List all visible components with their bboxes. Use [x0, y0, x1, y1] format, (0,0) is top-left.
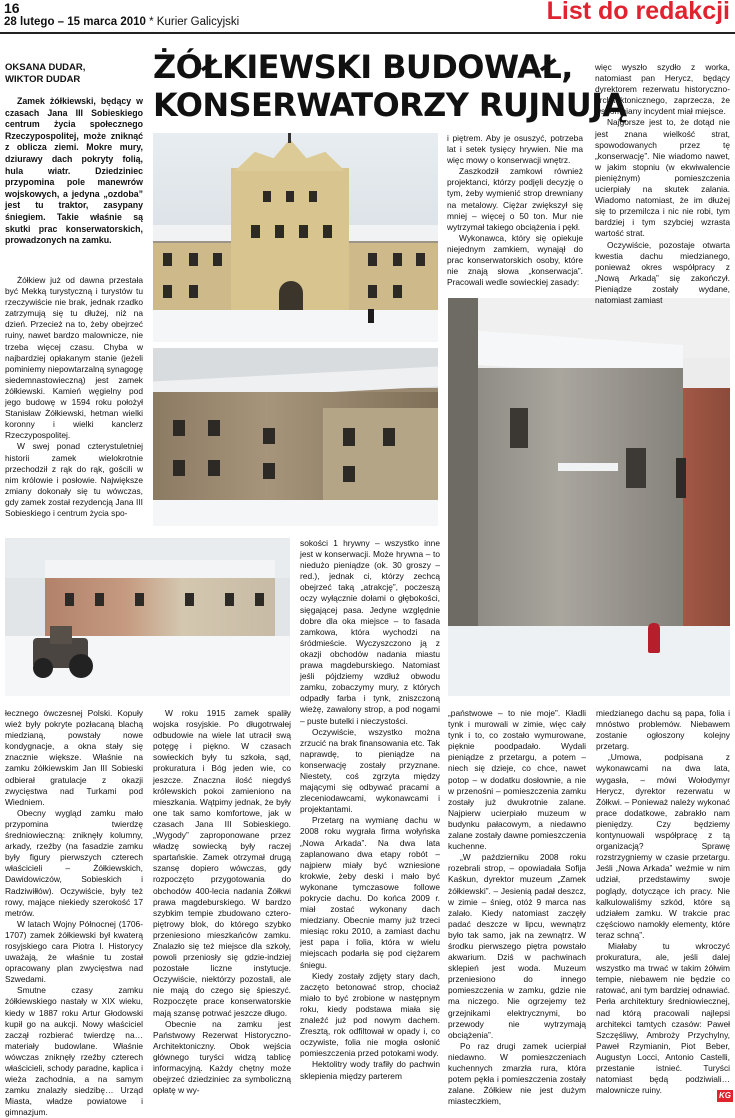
article-title-line-2: KONSERWATORZY RUJNUJĄ [153, 86, 627, 124]
paragraph: Oczywiście, wszystko można zrzucić na brak finansowania etc. Tak naprawdę, to pieniądze na konserwację zostały przyznane. Niestety, coś zgrzyta między mającymi się odbywać pracami a zleceniodawcami, wykonawcami i projektantami. [300, 726, 440, 815]
castle-courtyard-photo [153, 348, 438, 526]
column-3-upper [447, 133, 583, 288]
paragraph: „Umowa, podpisana z wykonawcami na dwa lata, wygasła, – mówi Wołodymyr Herycz, dyrektor rezerwatu w Żółkwi. – Ponieważ należy wykonać prace dodatkowe, zabrakło nam pieniędzy. Czy będziemy kontynuowali współpracę z tą organizacją? Sprawę rozstrzygniemy w czasie przetargu. Jeśli „Nowa Arkada” weźmie w nim udział, przedstawimy swoje poglądy, dotyczące ich pracy. Nie kalkulowaliśmy szkód, które są udziałem zamku. W trakcie prac częściowo namokły elementy, które teraz schną”. [596, 752, 730, 940]
header-rule [0, 32, 735, 34]
section-title: List do redakcji [546, 0, 730, 25]
column-5-top [595, 62, 730, 306]
paragraph: Wykonawca, który się opiekuje niejednym zamkiem, wynajął do prac konserwatorskich osoby, które nie znają słowa „konserwacja”. Pracowali wedle sowieckiej zasady: [447, 232, 583, 288]
paragraph: więc wyszło szydło z worka, natomiast pan Herycz, będący dyrektorem rezerwatu historyczno-architektonicznego, zaprzecza, że wspomniany incydent miał miejsce. [595, 62, 730, 117]
article-title-line-1: ŻÓŁKIEWSKI BUDOWAŁ, [153, 48, 573, 86]
paragraph: Po raz drugi zamek ucierpiał niedawno. W pomieszczeniach kuchennych zmarzła rura, która potem pękła i pomieszczenia zostały zalane. Żółkiew nie jest dużym miasteczkiem, [448, 1040, 586, 1107]
paragraph: Przetarg na wymianę dachu w 2008 roku wygrała firma wołyńska „Nowa Arkada”. Na dwa lata zaplanowano dwa etapy robót – najpierw miały być wzniesione krokwie, żeby deski i mało być wykonane tymczasowe followe pokrycie dachu. Do końca 2009 r. miał zostać wykonany dach miedziany. Obecnie mamy już trzeci miesiąc roku 2010, a zamiast dachu jest papa i folia, która w wielu miejscach podarła się pod ciężarem śniegu. [300, 815, 440, 970]
article-title [153, 48, 627, 124]
paragraph: Oczywiście, pozostaje otwarta kwestia dachu miedzianego, ponieważ okres współpracy z „Nową Arkadą” się zakończył. Pieniądze zostały wydane, natomiast zamiast [595, 239, 730, 305]
article-lead: Zamek żółkiewski, będący w czasach Jana III Sobieskiego centrum życia społecznego Rzeczypospolitej, może zniknąć z oblicza ziemi. Mokre mury, dziurawy dach pokryty folią, hula wiatr. Dziedziniec przypomina pole manewrów wojskowych, a jedyna „ozdoba” jest tu traktor, zasypany śniegiem. Takie właśnie są skutki prac konserwatorskich, prowadzonych na zamku. [5, 96, 143, 246]
column-4-bottom [448, 708, 586, 1107]
paragraph: miedzianego dachu są papa, folia i mnóstwo problemów. Niebawem zostanie ogłoszony kolejny przetarg. [596, 708, 730, 752]
paragraph: Smutne czasy zamku żółkiewskiego nastały w XIX wieku, kiedy w 1887 roku Artur Głodowski kupił go na aukcji. Nowy właściciel zaczął rozbierać twierdzę na… materiały budowlane. Właśnie wówczas zniknęły rzeźby czterech właścicieli, schody paradne, kaplica i wieża zachodnia, a na samym zamku znalazły siedzibę… Urząd Miasta, władze powiatowe i gimnazjum. [5, 985, 143, 1118]
authors [5, 62, 85, 86]
paragraph: „państwowe – to nie moje”. Kładli tynk i murowali w zimie, więc cały tynk i to, co zostało wymurowane, pięknie poodpadało. Wydali pieniądze z przetargu, a potem – niech się dzieje, co chce, nawet potop – w dodatku dosłownie, a nie w przenośni – pomieszczenia zamku zostały już dwukrotnie zalane. Najpierw ucierpiało muzeum w budynku pałacowym, a niedawno zalane zostały dawne pomieszczenia kuchenne. [448, 708, 586, 852]
author-2: WIKTOR DUDAR [5, 74, 81, 85]
page-number: 16 [4, 0, 20, 16]
issue-date: 28 lutego – 15 marca 2010 [4, 16, 146, 28]
kurier-galicyjski-logo-mark: KG [719, 1091, 731, 1100]
paragraph: Miałaby tu wkroczyć prokuratura, ale, jeśli dalej wszystko ma trwać w takim żółwim tempie, niebawem nie będzie co ratować, ani tym bardziej odnawiać. Perła architektury średniowiecznej, nad którą pracowali najlepsi architekci tamtych czasów: Paweł Szczęśliwy, Ambroży Przychylny, Paweł Rzymianin, Piot Beber, Augustyn Locci, Antonio Castelli, przestanie istnieć. Turyści natomiast będą podziwiali… malownicze ruiny. [596, 940, 730, 1096]
publication-name: * Kurier Galicyjski [149, 16, 240, 28]
paragraph: sokości 1 hrywny – wszystko inne jest w konserwacji. Może hrywna – to niedużo pieniądze (ok. 30 groszy – red.), jednak ci, którzy zechcą obejrzeć taką „atrakcję”, poczeszą oczy wyłącznie dołami o głębokości, sięgającej pasa. Jedyne względnie dobre dla oka miejsce – to fasada zamkowa, która wychodzi na śródmieście. Wyczyszczono ją z okazji obchodów nadania miastu prawa magdeburskiego. Natomiast jeśli pójdziemy wzdłuż obwodu zamku, zobaczymy mury, z których odpadły farba i tynk, zniszczoną wieżę, zawalony strop, a pod nogami – puste butelki i nieczystości. [300, 538, 440, 726]
ruined-tower-photo [448, 298, 730, 696]
paragraph: Hektolitry wody trafiły do pachwin sklepienia między parterem [300, 1059, 440, 1081]
paragraph: łecznego ówczesnej Polski. Kopuły wież były pokryte pozłacaną blachą miedzianą, powstały nowe kondygnacje, a okna stały się znacznie większe. Właśnie na zamku żółkiewskim Jan III Sobieski odbierał gratulacje z okazji zwycięstwa nad Turkami pod Wiedniem. [5, 708, 143, 807]
column-1-top [5, 275, 143, 519]
paragraph: Kiedy zostały zdjęty stary dach, zaczęto betonować strop, chociaż miało to być zrobione w następnym roku, kiedy podstawa miała się znaleźć już pod nowym dachem. Zresztą, rok odfiltował w opady i, co oczywiste, folia nie mogła osłonić pomieszczenia przed potokami wody. [300, 970, 440, 1059]
paragraph: Obecny wygląd zamku mało przypomina twierdzę średniowieczną: zniknęły kolumny, arkady, rzeźby (na fasadzie zamku były figury pierwszych czterech właścicieli – Żółkiewskich, Dawidowiczów, Sobieskich i Radziwiłłów). Oczywiście, były też rowy, mające niekiedy szerokość 17 metrów. [5, 807, 143, 918]
author-1: OKSANA DUDAR, [5, 62, 86, 73]
paragraph: W swej ponad czterystuletniej historii zamek wielokrotnie przechodził z rąk do rąk, gościli w nim królowie i posłowie. Największe zmiany dokonały się tu wówczas, gdy zamek został rezydencją Jana III Sobieskiego i centrum życia spo- [5, 441, 143, 518]
paragraph: Zaszkodził zamkowi również projektanci, którzy podjęli decyzję o tym, żeby wymienić strop drewniany na metalowy. Ciężar zwiększył się mniej – więcej o 50 ton. Mur nie wytrzymał takiego obciążenia i pękł. [447, 166, 583, 232]
column-5-bottom [596, 708, 730, 1096]
column-3-middle [300, 538, 440, 1082]
paragraph: „W październiku 2008 roku rozebrali strop, – opowiadała Sofija Kaśkun, dyrektor muzeum „Zamek żółkiewski”. – Jesienią padał deszcz, w zimie – śnieg, otóż 9 marca nas zalało. Kiedy natomiast zaczęły padać deszcze w lipcu, wewnątrz było tak samo, jak na zewnątrz. W środku pierwszego piętra powstało akwarium. Dziś w pachwinach sklepień jest woda. Muzeum przeniesiono do innego pomieszczenia w zamku, gdzie nie ma niczego. Nie ogrzejemy też grzejnikami elektrycznymi, bo przewody nie wytrzymają obciążenia”. [448, 852, 586, 1040]
paragraph: Najgorsze jest to, że dotąd nie jest znana wielkość strat, spowodowanych przez tę „konserwację”. Nie wiadomo nawet, w jakim stopniu (w ekwiwalencie pieniężnym) pomieszczenia ucierpiały na skutek zalania. Wiadomo natomiast, że im dłużej się to przemilcza i nic nie robi, tym bardziej i tym szybciej wzrasta wartość strat. [595, 117, 730, 239]
column-1-bottom [5, 708, 143, 1118]
column-2-bottom [153, 708, 291, 1096]
courtyard-tractor-photo [5, 538, 290, 696]
castle-facade-photo [153, 133, 438, 342]
paragraph: W roku 1915 zamek spaliły wojska rosyjskie. Po długotrwałej odbudowie na wiele lat utracił swą potęgę i piękno. W czasach sowieckich były tu szkoła, sąd, prokuratura i Bóg jeden wie, co jeszcze. Znaczna ilość niegdyś królewskich pokoi zamieniono na mieszkania. Wątpimy jednak, że były one tak samo komfortowe, jak w czasach Jana III Sobieskiego. „Wygody” zaproponowane przez władzę sowiecką były raczej spartańskie. Zamek otrzymał drugą szansę dopiero wówczas, gdy rozpoczęto przygotowania do obchodów 400-lecia nadania Żółkwi prawa magdeburskiego. W bardzo szybkim tempie zbudowano cztero-piętrowy blok, do którego szybko przeniesiono mieszkańców zamku. Znalazło się też miejsce dla szkoły, powoli przeniosły się gdzie-indziej pozostałe liczne instytucje. Oczywiście, niektórzy pozostali, ale nie mają do czego się śpieszyć. Rozpoczęte prace konserwatorskie mają szansę potrwać jeszcze długo. [153, 708, 291, 1018]
paragraph: Żółkiew już od dawna przestała być Mekką turystyczną i turystów tu rzeczywiście nie brak, jednak rzadko zatrzymują się tu dłużej, niż na dzień. Przecież na to, żeby obejrzeć ruiny, nawet bardzo malownicze, nie trzeba więcej czasu. Chyba w najbardziej opłakanym stanie (jeżeli pominiemy niepowtarzalną synagogę siedemnastowieczną) jest zamek żółkiewski. Kamień węgielny pod jego budowę w 1594 roku położył Stanisław Żółkiewski, hetman wielki koronny i wielki kanclerz Rzeczypospolitej. [5, 275, 143, 441]
paragraph: W latach Wojny Północnej (1706-1707) zamek żółkiewski był kwaterą rosyjskiego cara Piotra I. Historycy uważają, że właśnie tu został opracowany plan zwycięstwa nad Szwedami. [5, 918, 143, 985]
date-line [4, 16, 239, 28]
paragraph: Obecnie na zamku jest Państwowy Rezerwat Historyczno-Architektoniczny. Obok wejścia głównego turyści widzą tablicę informacyjną. Każdy chętny może obejrzeć dziedziniec za symboliczną opłatę w wy- [153, 1018, 291, 1096]
paragraph: i piętrem. Aby je osuszyć, potrzeba lat i setek tysięcy hrywien. Nie ma więc mowy o konserwacji wnętrz. [447, 133, 583, 166]
